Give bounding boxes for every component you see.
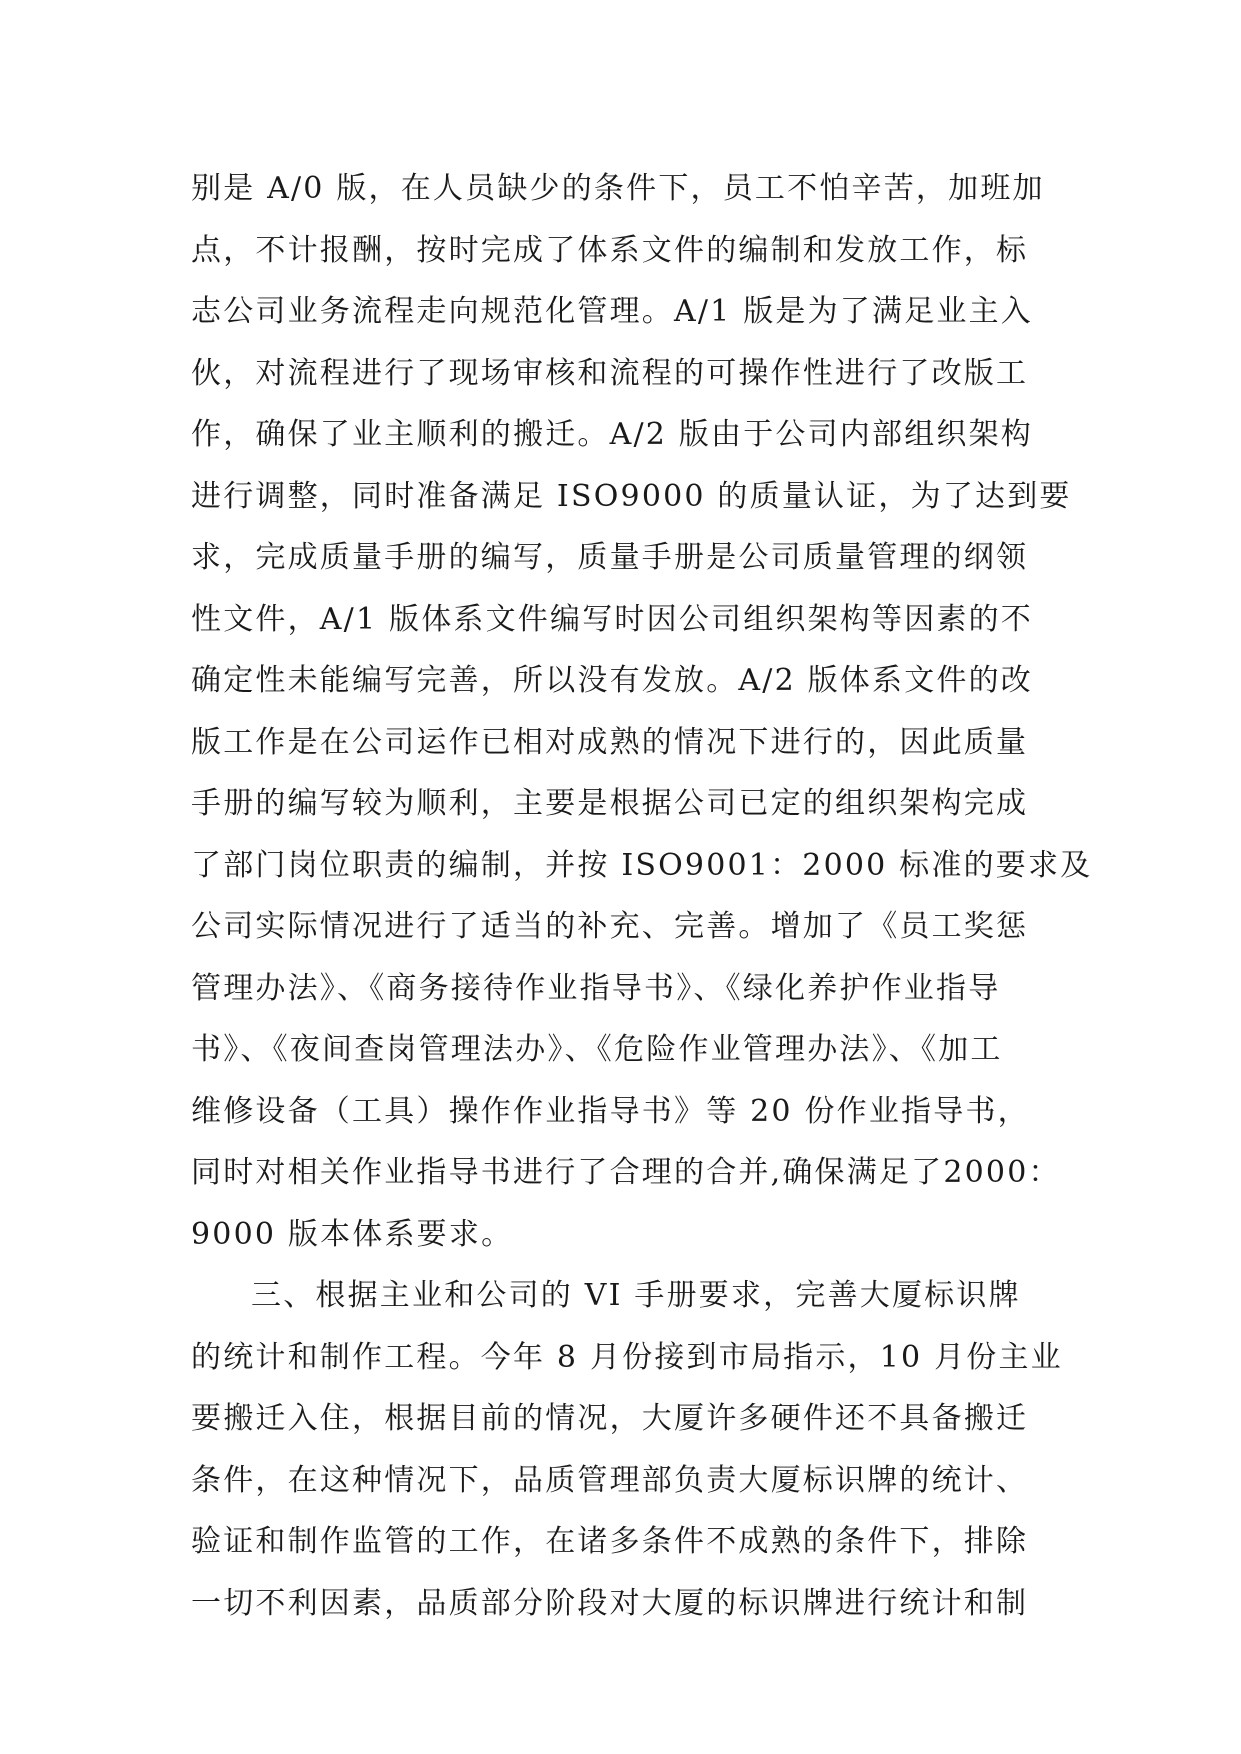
text-line: 版工作是在公司运作已相对成熟的情况下进行的，因此质量 — [191, 724, 1029, 760]
text-line: 要搬迁入住，根据目前的情况，大厦许多硬件还不具备搬迁 — [191, 1401, 1029, 1436]
text-line: 同时对相关作业指导书进行了合理的合并,确保满足了2000： — [191, 1155, 1061, 1190]
text-line: 书》、《夜间查岗管理法办》、《危险作业管理办法》、《加工 — [191, 1032, 1003, 1067]
paragraph-start-line: 三、根据主业和公司的 VI 手册要求，完善大厦标识牌 — [251, 1278, 1021, 1313]
text-line: 伙，对流程进行了现场审核和流程的可操作性进行了改版工 — [191, 355, 1029, 391]
text-line: 9000 版本体系要求。 — [191, 1216, 514, 1252]
text-line: 志公司业务流程走向规范化管理。A/1 版是为了满足业主入 — [191, 294, 1033, 329]
text-line: 条件，在这种情况下，品质管理部负责大厦标识牌的统计、 — [191, 1462, 1029, 1498]
text-line: 进行调整，同时准备满足 ISO9000 的质量认证，为了达到要 — [191, 478, 1072, 514]
text-line: 手册的编写较为顺利，主要是根据公司已定的组织架构完成 — [191, 786, 1029, 821]
text-line: 求，完成质量手册的编写，质量手册是公司质量管理的纲领 — [191, 540, 1029, 575]
text-line: 验证和制作监管的工作，在诸多条件不成熟的条件下，排除 — [191, 1524, 1029, 1559]
text-line: 别是 A/0 版，在人员缺少的条件下，员工不怕辛苦，加班加 — [191, 171, 1045, 206]
text-line: 作，确保了业主顺利的搬迁。A/2 版由于公司内部组织架构 — [191, 417, 1033, 452]
text-line: 管理办法》、《商务接待作业指导书》、《绿化养护作业指导 — [191, 970, 1001, 1006]
text-line: 了部门岗位职责的编制，并按 ISO9001：2000 标准的要求及 — [191, 847, 1093, 883]
text-line: 维修设备（工具）操作作业指导书》等 20 份作业指导书， — [191, 1093, 1030, 1129]
text-line: 性文件，A/1 版体系文件编写时因公司组织架构等因素的不 — [191, 601, 1033, 637]
body-text — [191, 158, 1093, 1634]
text-line: 确定性未能编写完善，所以没有发放。A/2 版体系文件的改 — [191, 663, 1033, 698]
text-line: 点，不计报酬，按时完成了体系文件的编制和发放工作，标 — [191, 232, 1029, 268]
text-line: 公司实际情况进行了适当的补充、完善。增加了《员工奖惩 — [191, 909, 1029, 944]
text-line: 一切不利因素，品质部分阶段对大厦的标识牌进行统计和制 — [191, 1585, 1029, 1621]
text-line: 的统计和制作工程。今年 8 月份接到市局指示，10 月份主业 — [191, 1339, 1063, 1375]
